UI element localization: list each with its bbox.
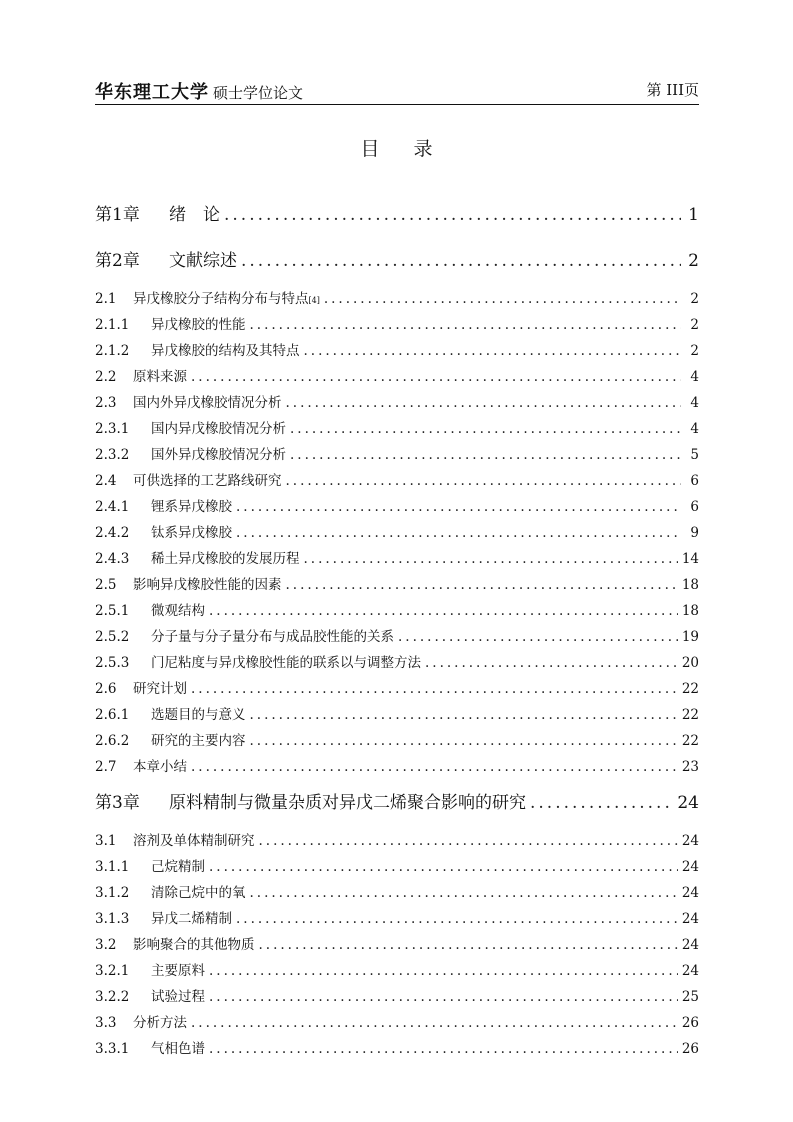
toc-entry-number: 2.7 — [95, 759, 117, 775]
toc-entry-page: 22 — [681, 733, 699, 749]
toc-dot-leader — [191, 1015, 678, 1031]
toc-entry-title: 原料精制与微量杂质对异戊二烯聚合影响的研究 — [169, 793, 526, 813]
toc-dot-leader — [209, 859, 678, 875]
toc-entry-number: 2.5 — [95, 577, 117, 593]
toc-dot-leader — [191, 681, 678, 697]
toc-section-entry[interactable] — [95, 755, 699, 775]
toc-dot-leader — [241, 251, 681, 271]
toc-entry-number: 3.2.2 — [95, 989, 130, 1005]
toc-entry-page: 14 — [681, 551, 699, 567]
toc-entry-title: 己烷精制 — [151, 859, 205, 875]
toc-entry-title: 选题目的与意义 — [151, 707, 246, 723]
toc-dot-leader — [250, 707, 678, 723]
toc-entry-number: 3.3.1 — [95, 1041, 130, 1057]
toc-entry-title: 分子量与分子量分布与成品胶性能的关系 — [151, 629, 394, 645]
toc-entry-page: 2 — [688, 251, 699, 271]
toc-entry-page: 4 — [690, 369, 699, 385]
toc-entry-page: 26 — [681, 1015, 699, 1031]
toc-dot-leader — [425, 655, 678, 671]
toc-section-entry[interactable] — [95, 677, 699, 697]
toc-entry-title: 文献综述 — [169, 251, 237, 271]
toc-entry-number: 3.1 — [95, 833, 117, 849]
toc-entry-number: 2.6.1 — [95, 707, 130, 723]
toc-entry-page: 6 — [690, 473, 699, 489]
toc-dot-leader — [250, 885, 678, 901]
toc-section-entry[interactable] — [95, 313, 699, 333]
toc-entry-title: 国内异戊橡胶情况分析 — [151, 421, 286, 437]
toc-entry-number: 2.6 — [95, 681, 117, 697]
toc-entry-page: 18 — [681, 603, 699, 619]
toc-section-entry[interactable] — [95, 417, 699, 437]
toc-entry-page: 20 — [681, 655, 699, 671]
toc-section-entry[interactable] — [95, 443, 699, 463]
toc-entry-title: 研究计划 — [133, 681, 187, 697]
toc-section-entry[interactable] — [95, 855, 699, 875]
toc-chapter-entry[interactable] — [95, 200, 699, 225]
toc-entry-title: 异戊橡胶的性能 — [151, 317, 246, 333]
page-header — [95, 76, 699, 105]
toc-entry-number: 2.3 — [95, 395, 117, 411]
toc-entry-number: 3.1.2 — [95, 885, 130, 901]
toc-entry-title: 清除己烷中的氧 — [151, 885, 246, 901]
toc-entry-title: 异戊橡胶分子结构分布与特点 — [133, 291, 309, 307]
school-name: 华东理工大学 — [95, 82, 209, 103]
toc-entry-page: 4 — [690, 395, 699, 411]
toc-entry-number: 2.4.2 — [95, 525, 130, 541]
toc-entry-title: 微观结构 — [151, 603, 205, 619]
toc-entry-page: 1 — [688, 205, 699, 225]
toc-entry-title: 气相色谱 — [151, 1041, 205, 1057]
toc-entry-page: 24 — [681, 885, 699, 901]
toc-entry-number: 3.1.3 — [95, 911, 130, 927]
toc-entry-title: 国外异戊橡胶情况分析 — [151, 447, 286, 463]
toc-entry-page: 9 — [690, 525, 699, 541]
toc-section-entry[interactable] — [95, 495, 699, 515]
toc-section-entry[interactable] — [95, 729, 699, 749]
toc-dot-leader — [286, 577, 678, 593]
toc-entry-title: 本章小结 — [133, 759, 187, 775]
toc-dot-leader — [236, 525, 681, 541]
toc-entry-number: 2.5.3 — [95, 655, 130, 671]
toc-entry-page: 24 — [681, 833, 699, 849]
toc-entry-page: 24 — [681, 859, 699, 875]
toc-entry-title: 影响异戊橡胶性能的因素 — [133, 577, 282, 593]
toc-section-entry[interactable] — [95, 625, 699, 645]
toc-section-entry[interactable] — [95, 521, 699, 541]
toc-entry-title: 溶剂及单体精制研究 — [133, 833, 255, 849]
toc-section-entry[interactable] — [95, 1037, 699, 1057]
toc-dot-leader — [209, 989, 678, 1005]
toc-section-entry[interactable] — [95, 547, 699, 567]
toc-section-entry[interactable] — [95, 933, 699, 953]
toc-section-entry[interactable] — [95, 339, 699, 359]
toc-dot-leader — [259, 833, 678, 849]
toc-entry-number: 2.4.3 — [95, 551, 130, 567]
toc-entry-number: 2.6.2 — [95, 733, 130, 749]
toc-entry-number: 3.2 — [95, 937, 117, 953]
toc-entry-title: 研究的主要内容 — [151, 733, 246, 749]
toc-entry-number: 3.2.1 — [95, 963, 130, 979]
toc-entry-page: 18 — [681, 577, 699, 593]
toc-entry-title: 原料来源 — [133, 369, 187, 385]
toc-entry-title: 异戊二烯精制 — [151, 911, 232, 927]
toc-dot-leader — [286, 395, 682, 411]
toc-entry-title: 主要原料 — [151, 963, 205, 979]
toc-entry-title: 门尼粘度与异戊橡胶性能的联系以与调整方法 — [151, 655, 421, 671]
toc-entry-number: 2.4.1 — [95, 499, 130, 515]
toc-entry-title: 锂系异戊橡胶 — [151, 499, 232, 515]
toc-entry-page: 19 — [681, 629, 699, 645]
toc-section-entry[interactable] — [95, 391, 699, 411]
header-page-number: 第 III页 — [646, 81, 699, 99]
toc-entry-title: 可供选择的工艺路线研究 — [133, 473, 282, 489]
toc-dot-leader — [224, 205, 681, 225]
toc-entry-title: 稀土异戊橡胶的发展历程 — [151, 551, 300, 567]
toc-dot-leader — [209, 1041, 678, 1057]
toc-section-entry[interactable] — [95, 1011, 699, 1031]
toc-section-entry[interactable] — [95, 573, 699, 593]
toc-entry-page: 2 — [690, 343, 699, 359]
toc-section-entry[interactable] — [95, 599, 699, 619]
toc-dot-leader — [209, 963, 678, 979]
toc-entry-number: 3.3 — [95, 1015, 117, 1031]
toc-entry-number: 2.5.1 — [95, 603, 130, 619]
toc-dot-leader — [324, 291, 681, 307]
toc-entry-page: 6 — [690, 499, 699, 515]
toc-entry-title: 试验过程 — [151, 989, 205, 1005]
header-left — [95, 78, 303, 104]
toc-section-entry[interactable] — [95, 365, 699, 385]
toc-entry-number: 第1章 — [95, 205, 140, 225]
toc-dot-leader — [209, 603, 678, 619]
toc-chapter-entry[interactable] — [95, 788, 699, 813]
toc-entry-page: 5 — [690, 447, 699, 463]
toc-entry-number: 2.4 — [95, 473, 117, 489]
toc-entry-title: 国内外异戊橡胶情况分析 — [133, 395, 282, 411]
toc-entry-number: 2.1.2 — [95, 343, 130, 359]
toc-dot-leader — [191, 369, 681, 385]
toc-entry-title: 影响聚合的其他物质 — [133, 937, 255, 953]
toc-entry-page: 4 — [690, 421, 699, 437]
toc-dot-leader — [250, 317, 682, 333]
toc-entry-page: 22 — [681, 681, 699, 697]
toc-entry-number: 第2章 — [95, 251, 140, 271]
toc-entry-number: 2.2 — [95, 369, 117, 385]
toc-section-entry[interactable] — [95, 703, 699, 723]
toc-section-entry[interactable] — [95, 287, 699, 307]
toc-entry-citation: [4] — [308, 296, 320, 305]
toc-section-entry[interactable] — [95, 881, 699, 901]
toc-dot-leader — [290, 421, 681, 437]
toc-entry-page: 2 — [690, 317, 699, 333]
toc-entry-page: 24 — [677, 793, 699, 813]
toc-dot-leader — [398, 629, 678, 645]
toc-chapter-entry[interactable] — [95, 246, 699, 271]
toc-entry-number: 3.1.1 — [95, 859, 130, 875]
toc-entry-page: 2 — [690, 291, 699, 307]
toc-dot-leader — [250, 733, 678, 749]
toc-dot-leader — [236, 499, 681, 515]
toc-dot-leader — [259, 937, 678, 953]
toc-entry-number: 2.1.1 — [95, 317, 130, 333]
toc-entry-number: 2.5.2 — [95, 629, 130, 645]
toc-entry-title: 异戊橡胶的结构及其特点 — [151, 343, 300, 359]
toc-entry-number: 2.1 — [95, 291, 117, 307]
toc-section-entry[interactable] — [95, 469, 699, 489]
toc-entry-page: 23 — [681, 759, 699, 775]
toc-entry-page: 24 — [681, 937, 699, 953]
toc-title: 目 录 — [360, 138, 447, 160]
toc-entry-page: 24 — [681, 963, 699, 979]
toc-entry-title: 钛系异戊橡胶 — [151, 525, 232, 541]
toc-dot-leader — [290, 447, 681, 463]
toc-dot-leader — [191, 759, 678, 775]
toc-dot-leader — [304, 343, 682, 359]
toc-section-entry[interactable] — [95, 907, 699, 927]
toc-section-entry[interactable] — [95, 829, 699, 849]
toc-section-entry[interactable] — [95, 651, 699, 671]
toc-dot-leader — [530, 793, 673, 813]
toc-entry-number: 第3章 — [95, 793, 140, 813]
toc-entry-title: 分析方法 — [133, 1015, 187, 1031]
toc-dot-leader — [236, 911, 678, 927]
toc-entry-number: 2.3.1 — [95, 421, 130, 437]
toc-dot-leader — [286, 473, 682, 489]
toc-entry-page: 24 — [681, 911, 699, 927]
toc-entry-page: 25 — [681, 989, 699, 1005]
toc-section-entry[interactable] — [95, 985, 699, 1005]
thesis-type: 硕士学位论文 — [213, 84, 304, 102]
toc-section-entry[interactable] — [95, 959, 699, 979]
toc-entry-number: 2.3.2 — [95, 447, 130, 463]
toc-entry-title: 绪 论 — [169, 205, 220, 225]
toc-entry-page: 26 — [681, 1041, 699, 1057]
toc-entry-page: 22 — [681, 707, 699, 723]
toc-dot-leader — [304, 551, 678, 567]
